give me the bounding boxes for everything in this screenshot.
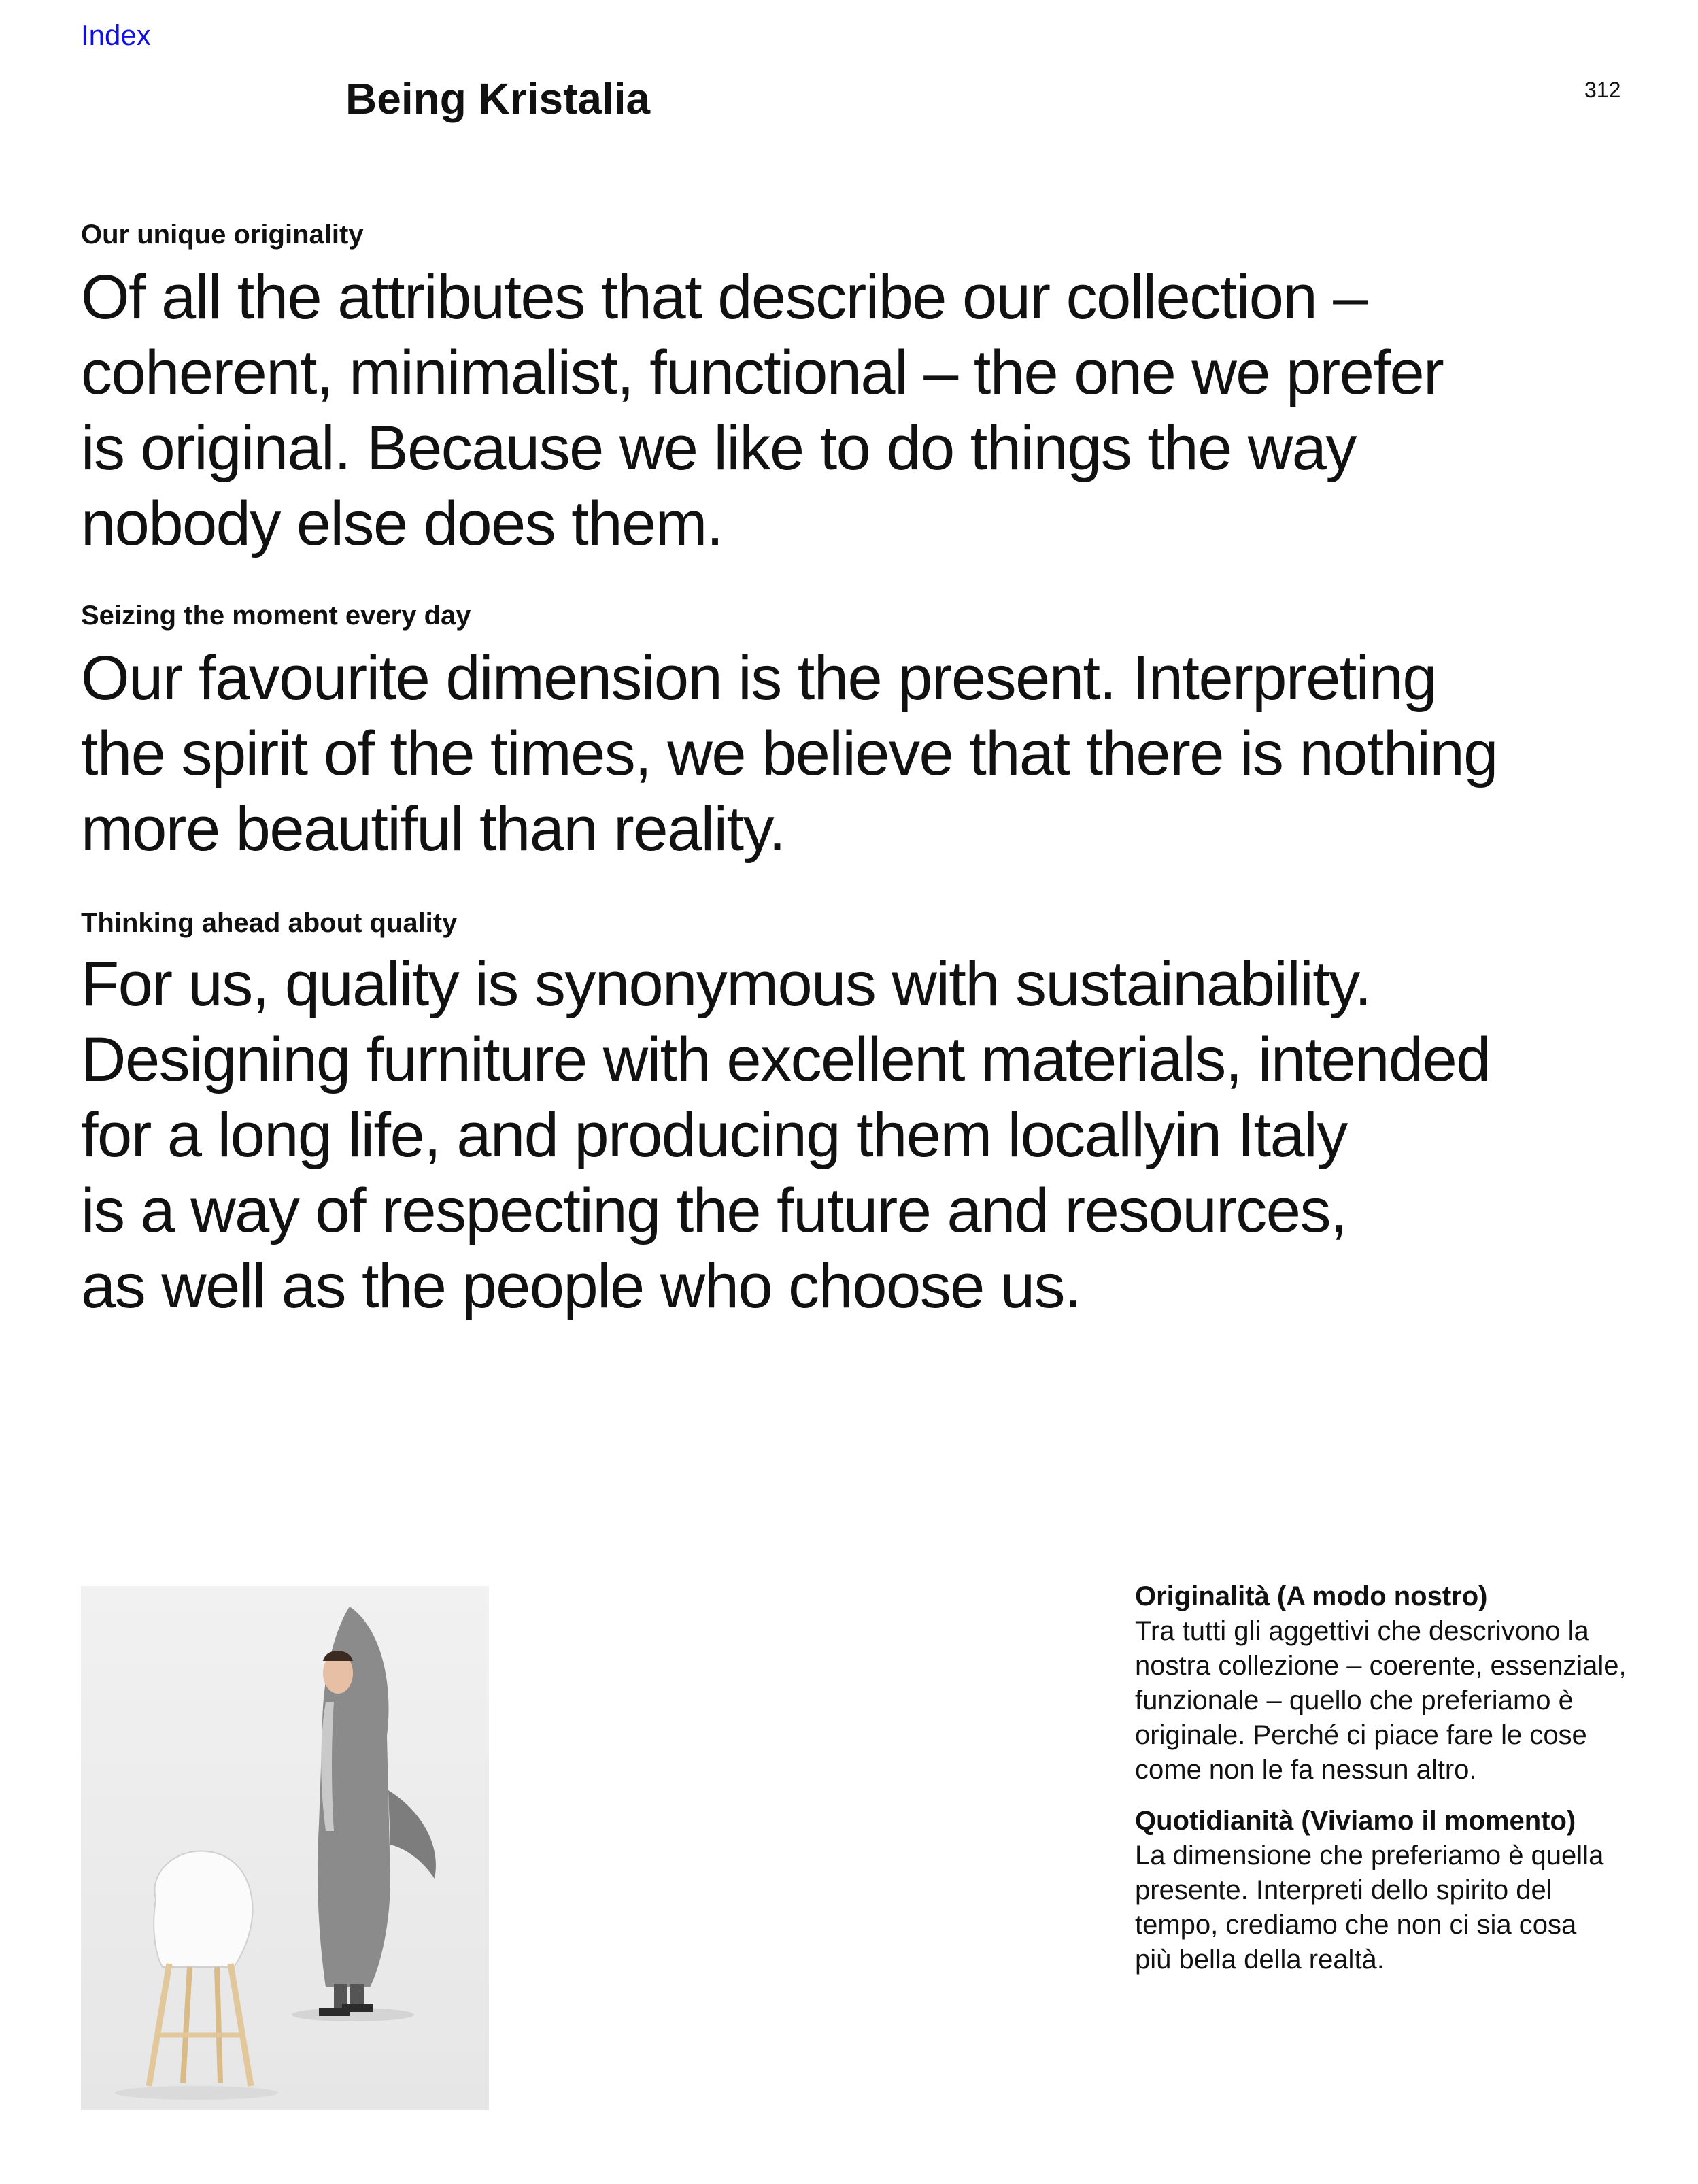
shark-costume-photo (81, 1586, 489, 2110)
body-line: is a way of respecting the future and resources, (81, 1176, 1347, 1245)
italian-block-originalita (1135, 1579, 1652, 1787)
body-line: is original. Because we like to do things the way (81, 414, 1356, 483)
body-line: Our favourite dimension is the present. Interpreting (81, 643, 1437, 713)
index-link[interactable]: Index (81, 19, 151, 51)
italian-block-body (1135, 1614, 1652, 1787)
body-line: the spirit of the times, we believe that there is nothing (81, 719, 1497, 788)
body-line: originale. Perché ci piace fare le cose (1135, 1720, 1587, 1750)
body-line: as well as the people who choose us. (81, 1251, 1081, 1321)
italian-block-title: Quotidianità (Viviamo il momento) (1135, 1806, 1576, 1836)
section-body-originality (81, 260, 1577, 562)
section-label-originality: Our unique originality (81, 220, 364, 250)
body-line: più bella della realtà. (1135, 1945, 1385, 1975)
page-title: Being Kristalia (345, 74, 651, 123)
body-line: Of all the attributes that describe our collection – (81, 263, 1367, 332)
body-line: coherent, minimalist, functional – the one we prefer (81, 338, 1444, 407)
body-line: nostra collezione – coerente, essenziale, (1135, 1651, 1627, 1681)
body-line: presente. Interpreti dello spirito del (1135, 1875, 1552, 1905)
page-number: 312 (1584, 78, 1621, 102)
body-line: Tra tutti gli aggettivi che descrivono la (1135, 1616, 1589, 1646)
body-line: come non le fa nessun altro. (1135, 1755, 1477, 1785)
section-label-quality: Thinking ahead about quality (81, 908, 458, 938)
body-line: For us, quality is synonymous with sustainability. (81, 950, 1371, 1019)
person-in-shark-costume-with-chair-photo-icon (81, 1586, 489, 2110)
body-line: nobody else does them. (81, 489, 723, 558)
italian-block-quotidianita (1135, 1804, 1652, 1977)
body-line: funzionale – quello che preferiamo è (1135, 1685, 1574, 1715)
body-line: La dimensione che preferiamo è quella (1135, 1841, 1604, 1870)
body-line: tempo, crediamo che non ci sia cosa (1135, 1910, 1577, 1940)
section-body-quality (81, 947, 1577, 1324)
body-line: more beautiful than reality. (81, 794, 785, 864)
section-body-moment (81, 641, 1577, 867)
body-line: for a long life, and producing them locallyin Italy (81, 1101, 1347, 1170)
italian-block-title: Originalità (A modo nostro) (1135, 1581, 1488, 1611)
body-line: Designing furniture with excellent materials, intended (81, 1025, 1490, 1094)
italian-block-body (1135, 1838, 1652, 1977)
section-label-moment: Seizing the moment every day (81, 601, 471, 631)
